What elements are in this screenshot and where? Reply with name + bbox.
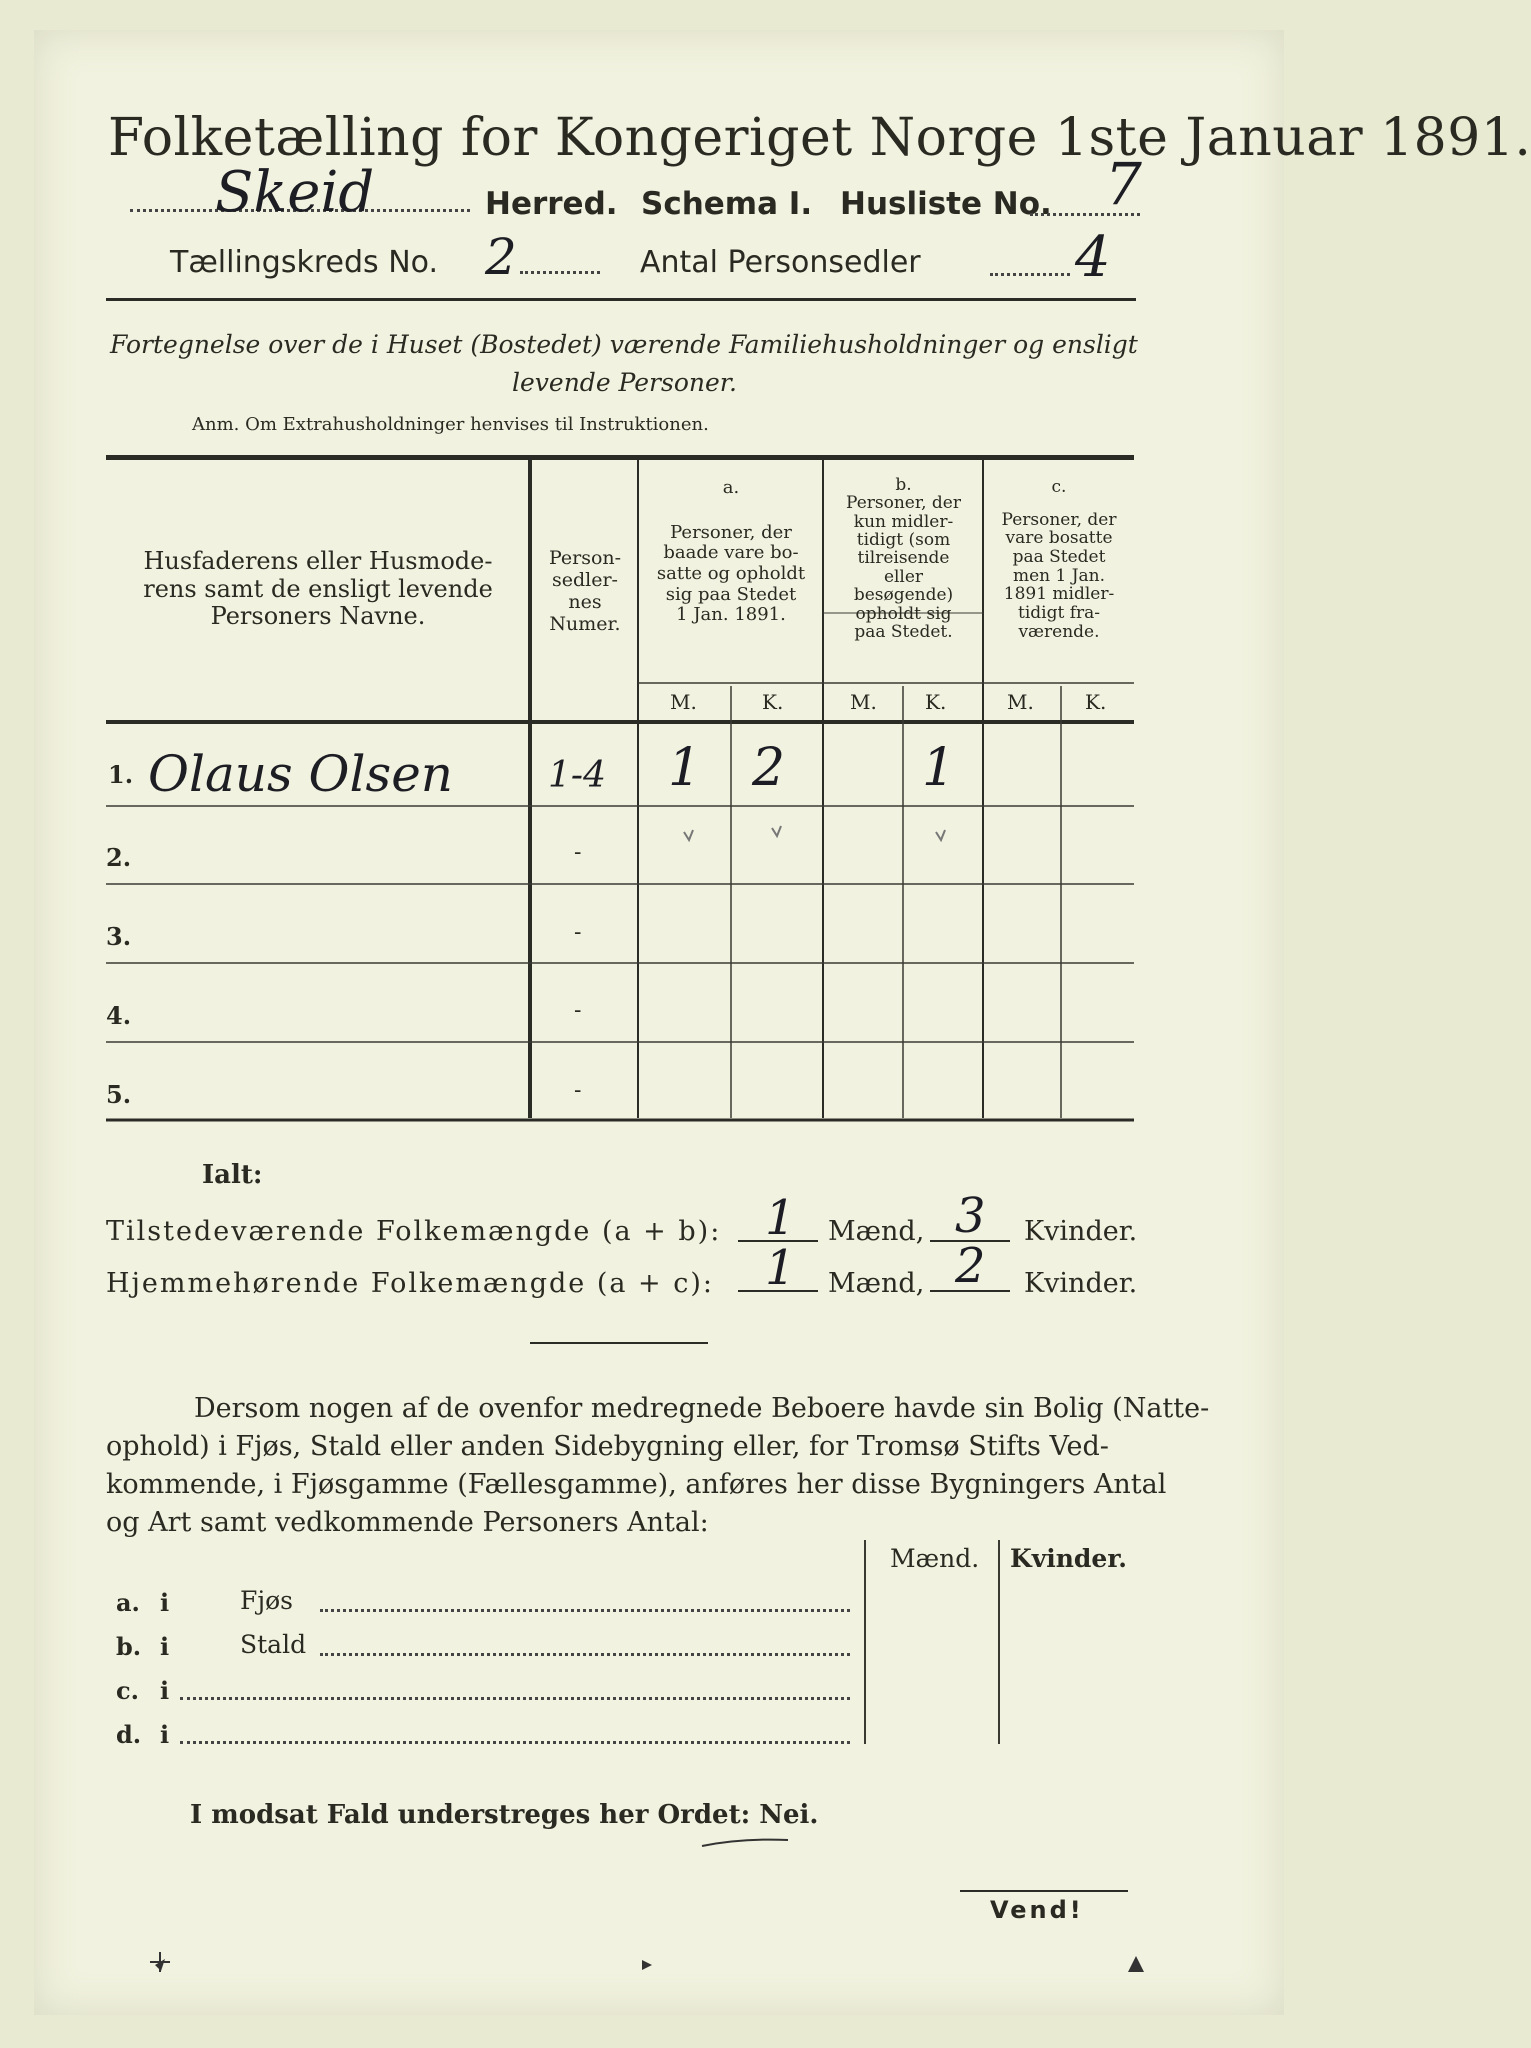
header-col-c-line: paa Stedet — [1012, 547, 1106, 568]
header-col-a-letter: a. — [722, 477, 740, 498]
item-letter: b. — [116, 1632, 142, 1661]
header-col-c-line: men 1 Jan. — [1012, 565, 1106, 586]
intro-line-1: Fortegnelse over de i Huset (Bostedet) værende Familiehusholdninger og ensligt — [110, 330, 1138, 359]
mk-label: M. — [1007, 690, 1034, 714]
form-title: Folketælling for Kongeriget Norge 1ste Januar 1891. — [108, 108, 1531, 168]
mk-label: K. — [925, 690, 947, 714]
item-i: i — [160, 1676, 170, 1705]
header-col-b-line: kun midler- — [853, 511, 954, 532]
item-letter: d. — [116, 1720, 142, 1749]
maend-word: Mænd, — [828, 1216, 925, 1247]
mk-label: K. — [1085, 690, 1107, 714]
row-number: 1. — [108, 760, 134, 789]
row-sedler: - — [574, 998, 582, 1023]
mk-label: K. — [762, 690, 784, 714]
row-number: 5. — [106, 1080, 132, 1109]
personsedler-label: Antal Personsedler — [640, 245, 921, 280]
item-i: i — [160, 1632, 170, 1661]
header-col-b-line: paa Stedet. — [854, 621, 953, 642]
registration-mark-icon — [1128, 1956, 1144, 1972]
header-col-c-line: Personer, der — [1001, 509, 1117, 530]
header-col-b-line: besøgende) — [853, 585, 954, 606]
header-name-line: rens samt de ensligt levende — [143, 574, 493, 603]
schema-label: Schema I. — [641, 186, 813, 222]
kvinder-word: Kvinder. — [1024, 1268, 1138, 1299]
header-col-a-line: Personer, der — [670, 521, 792, 543]
tilstede-label: Tilstedeværende Folkemængde (a + b): — [106, 1216, 722, 1247]
item-label: Fjøs — [240, 1586, 293, 1615]
header-col-a-line: sig paa Stedet — [665, 583, 797, 605]
header-col-b-line: tidigt (som — [856, 530, 951, 551]
intro-line-2: levende Personer. — [512, 368, 737, 397]
mk-label: M. — [850, 690, 877, 714]
header-col-c-letter: c. — [1051, 477, 1067, 497]
header-col-c-line: vare bosatte — [1005, 528, 1113, 549]
hjemme-label: Hjemmehørende Folkemængde (a + c): — [106, 1268, 714, 1299]
row-number: 3. — [106, 922, 132, 951]
header-col-c-line: tidigt fra- — [1017, 603, 1100, 624]
header-col-a-line: baade vare bo- — [663, 542, 799, 564]
header-col-b-line: tilreisende — [857, 548, 950, 569]
maend-word: Mænd, — [828, 1268, 925, 1299]
row-a-k: 2 — [752, 738, 786, 798]
row-sedler: 1-4 — [548, 755, 606, 796]
header-sedler-line: sedler- — [552, 568, 618, 591]
personsedler-value: 4 — [1075, 225, 1111, 290]
header-sedler-line: nes — [568, 590, 602, 613]
herred-label: Herred. — [485, 186, 618, 222]
header-col-b-line: Personer, der — [846, 493, 961, 514]
modsat-text: I modsat Fald understreges her Ordet: Nei. — [190, 1800, 819, 1830]
anm-note: Anm. Om Extrahusholdninger henvises til Instruktionen. — [192, 414, 709, 435]
paragraph-line: og Art samt vedkommende Personers Antal: — [106, 1507, 709, 1538]
row-sedler: - — [574, 840, 582, 865]
paragraph-line: ophold) i Fjøs, Stald eller anden Sidebygning eller, for Tromsø Stifts Ved- — [106, 1431, 1109, 1462]
row-a-m: 1 — [668, 738, 702, 798]
tilstede-kvinder: 3 — [955, 1188, 986, 1244]
row-b-k: 1 — [922, 738, 956, 798]
hjemme-maend: 1 — [765, 1240, 796, 1296]
bygning-maend-header: Mænd. — [890, 1544, 980, 1573]
row-sedler: - — [574, 1078, 582, 1103]
header-col-c-line: 1891 midler- — [1003, 584, 1115, 605]
item-i: i — [160, 1720, 170, 1749]
herred-value: Skeid — [215, 160, 375, 225]
ialt-label: Ialt: — [202, 1160, 263, 1190]
row-number: 2. — [106, 843, 132, 872]
header-name-line: Husfaderens eller Husmode- — [143, 547, 493, 575]
item-letter: c. — [116, 1676, 139, 1705]
item-label: Stald — [240, 1630, 307, 1659]
registration-mark-icon — [642, 1960, 652, 1970]
item-letter: a. — [116, 1588, 140, 1617]
mk-label: M. — [670, 690, 697, 714]
kreds-value: 2 — [485, 228, 517, 286]
header-col-a-line: 1 Jan. 1891. — [676, 604, 786, 626]
header-col-b-letter: b. — [895, 475, 912, 495]
header-col-a-line: satte og opholdt — [656, 563, 806, 585]
header-col-c-line: værende. — [1018, 621, 1100, 642]
row-name: Olaus Olsen — [148, 745, 453, 803]
kreds-label: Tællingskreds No. — [170, 245, 438, 280]
registration-mark-icon — [150, 1952, 170, 1972]
husliste-label: Husliste No. — [840, 186, 1052, 222]
paragraph-line: kommende, i Fjøsgamme (Fællesgamme), anføres her disse Bygningers Antal — [106, 1469, 1167, 1500]
header-sedler-line: Numer. — [549, 612, 621, 635]
row-number: 4. — [106, 1001, 132, 1030]
paragraph-line: Dersom nogen af de ovenfor medregnede Beboere havde sin Bolig (Natte- — [194, 1393, 1210, 1424]
header-name-line: Personers Navne. — [210, 602, 426, 631]
bygning-kvinder-header: Kvinder. — [1010, 1544, 1127, 1573]
header-col-b-line: eller — [883, 566, 924, 587]
husliste-value: 7 — [1105, 150, 1142, 218]
tilstede-maend: 1 — [765, 1190, 796, 1246]
row-sedler: - — [574, 920, 582, 945]
hjemme-kvinder: 2 — [955, 1238, 986, 1294]
vend-text: Vend! — [990, 1896, 1084, 1924]
item-i: i — [160, 1588, 170, 1617]
kvinder-word: Kvinder. — [1024, 1216, 1138, 1247]
header-sedler-line: Person- — [548, 547, 622, 569]
header-col-b-line: opholdt sig — [855, 603, 952, 624]
